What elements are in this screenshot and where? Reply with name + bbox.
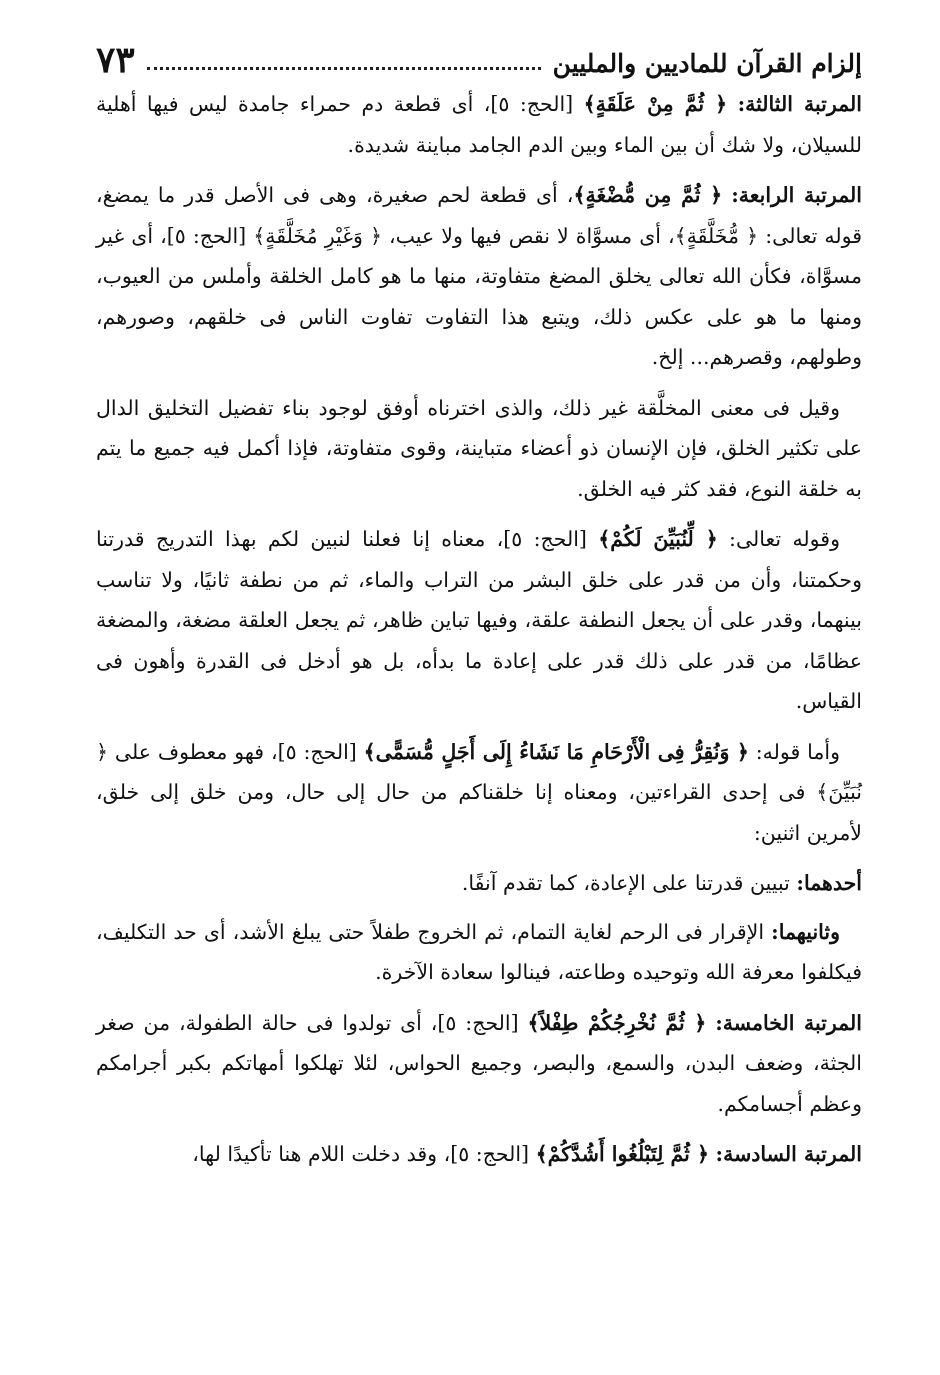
- quran-verse: ﴿ ثُمَّ نُخْرِجُكُمْ طِفْلاً﴾: [527, 1010, 707, 1035]
- paragraph-lead: المرتبة الرابعة:: [731, 183, 862, 207]
- paragraph-second-reason: [96, 912, 862, 993]
- paragraph-text: [الحج: ٥]، وقد دخلت اللام هنا تأكيدًا لها،: [192, 1142, 530, 1166]
- paragraph-lead: أحدهما:: [796, 871, 862, 895]
- running-title: إلزام القرآن للماديين والمليين: [552, 49, 862, 78]
- paragraph-pre: وأما قوله:: [755, 739, 840, 764]
- paragraph-sixth-stage: [96, 1134, 862, 1175]
- paragraph-lead: المرتبة الخامسة:: [715, 1010, 862, 1035]
- paragraph-li-nubayyina: [96, 519, 862, 722]
- paragraph-text: وقيل فى معنى المخلَّقة غير ذلك، والذى اخترناه أوفق لوجود بناء تفضيل التخليق الدال على تكثير الخلق، فإن الإنسان ذو أعضاء متباينة، وقوى متفاوتة، فإذا أكمل فيه جميع ما يتم به خلقة النوع، فقد كثر فيه الخلق.: [96, 395, 862, 501]
- paragraph-wa-nuqirru: [96, 732, 862, 854]
- paragraph-fourth-stage: [96, 175, 862, 378]
- paragraph-text: [الحج: ٥]، معناه إنا فعلنا لنبين لكم بهذا التدريج قدرتنا وحكمتنا، وأن من قدر على خلق البشر من التراب والماء، ثم من نطفة ثانيًا، ولا تناسب بينهما، وقدر على أن يجعل النطفة علقة، وفيها تباين ظاهر، ثم يجعل العلقة مضغة، والمضغة عظامًا، من قدر على ذلك قدر على إعادة ما بدأه، بل هو أدخل فى القدرة وأهون فى القياس.: [96, 527, 862, 713]
- paragraph-lead: المرتبة الثالثة:: [737, 92, 862, 116]
- quran-verse: ﴿ ثُمَّ مِنْ عَلَقَةٍ﴾: [583, 92, 728, 116]
- quran-verse: ﴿ لِّنُبَيِّنَ لَكُمْ﴾: [598, 527, 718, 551]
- paragraph-text: [الحج: ٥]، أى قطعة دم حمراء جامدة ليس فيها أهلية للسيلان، ولا شك أن بين الماء وبين الدم الجامد مباينة شديدة.: [96, 92, 862, 157]
- quran-verse: ﴿ وَنُقِرُّ فِى الْأَرْحَامِ مَا نَشَاءُ إِلَى أَجَلٍ مُّسَمًّى﴾: [363, 739, 749, 764]
- paragraph-text: ، أى قطعة لحم صغيرة، وهى فى الأصل قدر ما يمضغ، قوله تعالى: ﴿ مُّخَلَّقَةٍ﴾، أى مسوَّاة لا نقص فيها ولا عيب، ﴿ وَغَيْرِ مُخَلَّقَةٍ﴾ [الحج: ٥]، أى غير مسوَّاة، فكأن الله تعالى يخلق المضغ متفاوتة، منها ما هو كامل الخلقة وأملس من العيوب، ومنها ما هو على عكس ذلك، ويتبع هذا التفاوت تفاوت الناس فى خلقهم، وصورهم، وطولهم، وقصرهم... إلخ.: [96, 183, 863, 369]
- paragraph-lead: وثانيهما:: [771, 919, 840, 944]
- quran-verse: ﴿ ثُمَّ لِتَبْلُغُوا أَشُدَّكُمْ﴾: [535, 1142, 709, 1166]
- page-number: ٧٣: [96, 39, 135, 81]
- paragraph-text: [الحج: ٥]، أى تولدوا فى حالة الطفولة، من صغر الجثة، وضعف البدن، والسمع، والبصر، وجميع الحواس، لئلا تهلكوا أمهاتكم بكبر أجرامكم وعظم أجسامكم.: [96, 1010, 862, 1116]
- leader-dots: [147, 67, 541, 70]
- paragraph-first-reason: [96, 863, 862, 904]
- paragraph-fifth-stage: [96, 1003, 862, 1125]
- quran-verse: ﴿ ثُمَّ مِن مُّضْغَةٍ﴾: [573, 183, 723, 207]
- paragraph-text: الإقرار فى الرحم لغاية التمام، ثم الخروج طفلاً حتى يبلغ الأشد، أى حد التكليف، فيكلفوا معرفة الله وتوحيده وطاعته، فينالوا سعادة الآخرة.: [96, 919, 862, 984]
- paragraph-pre: وقوله تعالى:: [729, 527, 840, 551]
- paragraph-text: [الحج: ٥]، فهو معطوف على ﴿ نُبَيِّنَ﴾ فى إحدى القراءتين، ومعناه إنا خلقناكم من حال إلى حال، ومن خلق إلى خلق، لأمرين اثنين:: [96, 739, 862, 845]
- paragraph-third-stage: [96, 84, 862, 165]
- paragraph-other-meaning: [96, 388, 862, 510]
- running-header: [96, 30, 862, 81]
- paragraph-text: تبيين قدرتنا على الإعادة، كما تقدم آنفًا.: [461, 871, 790, 895]
- paragraph-lead: المرتبة السادسة:: [715, 1142, 862, 1166]
